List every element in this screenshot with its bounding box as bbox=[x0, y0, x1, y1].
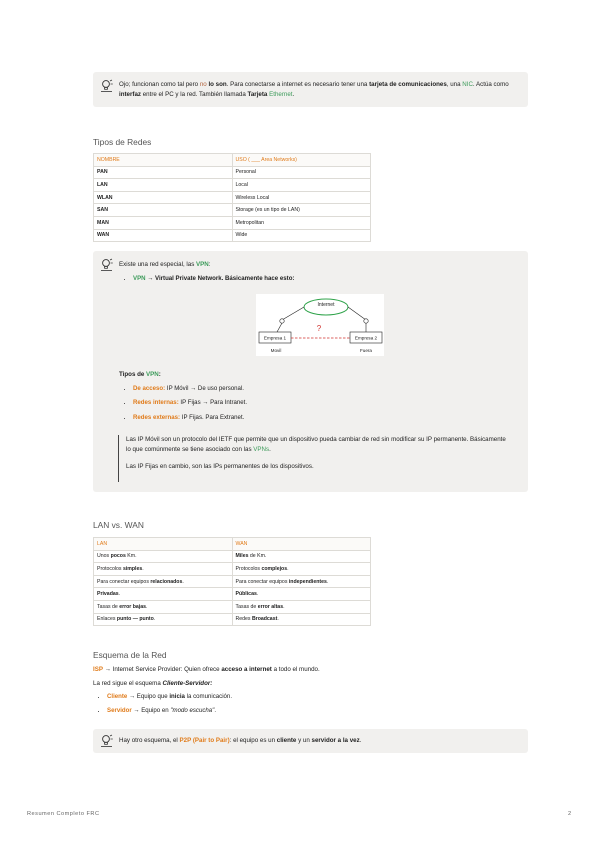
left-box-label: Empresa 1 bbox=[263, 335, 287, 341]
table-row bbox=[94, 563, 371, 576]
table-cell: Unos pocos Km. bbox=[94, 550, 233, 563]
p2p-callout bbox=[93, 729, 528, 753]
table-header: WAN bbox=[232, 538, 371, 551]
table-cell: Redes Broadcast. bbox=[232, 613, 371, 626]
table-cell: Tasas de error altas. bbox=[232, 600, 371, 613]
section-heading-lan-wan: LAN vs. WAN bbox=[93, 520, 144, 530]
table-row bbox=[94, 600, 371, 613]
table-row bbox=[94, 588, 371, 601]
tipos-vpn-list bbox=[121, 382, 247, 425]
table-row bbox=[94, 550, 371, 563]
section-heading-tipos-redes: Tipos de Redes bbox=[93, 137, 152, 147]
section-heading-esquema: Esquema de la Red bbox=[93, 650, 167, 660]
right-node bbox=[364, 319, 368, 323]
question-mark: ? bbox=[316, 324, 322, 333]
left-node bbox=[280, 319, 284, 323]
table-cell: Metropolitan bbox=[232, 216, 371, 229]
table-cell: Enlaces punto — punto. bbox=[94, 613, 233, 626]
isp-line: ISP → Internet Service Provider: Quien ofrece acceso a internet a todo el mundo. bbox=[93, 666, 320, 673]
table-header-row bbox=[94, 154, 371, 167]
table-row bbox=[94, 229, 371, 242]
right-caption: Fuera bbox=[359, 348, 373, 353]
table-cell: PAN bbox=[94, 166, 233, 179]
table-cell: WLAN bbox=[94, 191, 233, 204]
table-cell: Públicas. bbox=[232, 588, 371, 601]
table-cell: Para conectar equipos independientes. bbox=[232, 575, 371, 588]
table-cell: Storage (es un tipo de LAN) bbox=[232, 204, 371, 217]
table-cell: LAN bbox=[94, 179, 233, 192]
quote-paragraph: Las IP Fijas en cambio, son las IPs permanentes de los dispositivos. bbox=[126, 463, 314, 470]
list-item: • Servidor → Equipo en "modo escucha". bbox=[107, 704, 542, 718]
table-cell: Para conectar equipos relacionados. bbox=[94, 575, 233, 588]
table-header: LAN bbox=[94, 538, 233, 551]
ip-quote-block bbox=[118, 435, 506, 482]
table-cell: MAN bbox=[94, 216, 233, 229]
internet-label: Internet bbox=[317, 302, 335, 308]
table-row bbox=[94, 191, 371, 204]
table-row bbox=[94, 216, 371, 229]
cliente-servidor-line: La red sigue el esquema Cliente-Servidor: bbox=[93, 680, 213, 687]
left-caption: Movil bbox=[270, 348, 282, 353]
list-item: • De acceso: IP Móvil → De uso personal. bbox=[133, 382, 247, 396]
page-number: 2 bbox=[568, 811, 572, 817]
nic-note-callout bbox=[93, 72, 528, 107]
tipos-redes-table bbox=[93, 153, 371, 242]
lightbulb-icon bbox=[100, 258, 114, 272]
nic-note-text: Ojo; funcionan como tal pero no lo son. Para conectarse a internet es necesario tener una tarjeta de comunicaciones, una NIC. Actúa como interfaz entre el PC y la red. También llamada Tarjeta Ethernet. bbox=[119, 81, 509, 98]
table-row bbox=[94, 613, 371, 626]
vpn-bullet-list bbox=[121, 272, 294, 286]
vpn-diagram bbox=[256, 294, 384, 356]
table-cell: Wide bbox=[232, 229, 371, 242]
tipos-vpn-heading: Tipos de VPN: bbox=[119, 371, 161, 378]
esquema-list bbox=[95, 690, 542, 719]
table-cell: WAN bbox=[94, 229, 233, 242]
list-item: • Redes internas: IP Fijas → Para Intranet. bbox=[133, 396, 247, 410]
vpn-intro: Existe una red especial, las VPN: bbox=[119, 261, 211, 268]
footer-title: Resumen Completo FRC bbox=[27, 811, 100, 817]
table-row bbox=[94, 179, 371, 192]
table-header-row bbox=[94, 538, 371, 551]
table-row bbox=[94, 204, 371, 217]
table-cell: Local bbox=[232, 179, 371, 192]
lan-wan-table bbox=[93, 537, 371, 626]
table-cell: Personal bbox=[232, 166, 371, 179]
table-cell: Privadas. bbox=[94, 588, 233, 601]
table-cell: Wireless Local bbox=[232, 191, 371, 204]
right-box-label: Empresa 2 bbox=[354, 335, 378, 341]
lightbulb-icon bbox=[100, 79, 114, 93]
table-cell: Tasas de error bajas. bbox=[94, 600, 233, 613]
table-cell: Protocolos simples. bbox=[94, 563, 233, 576]
table-cell: SAN bbox=[94, 204, 233, 217]
p2p-text: Hay otro esquema, el P2P (Pair to Pair): el equipo es un cliente y un servidor a la vez. bbox=[119, 737, 362, 744]
table-row bbox=[94, 166, 371, 179]
table-cell: Protocolos complejos. bbox=[232, 563, 371, 576]
table-cell: Miles de Km. bbox=[232, 550, 371, 563]
list-item: • Redes externas: IP Fijas. Para Extranet. bbox=[133, 411, 247, 425]
list-item: • VPN → Virtual Private Network. Básicamente hace esto: bbox=[133, 272, 294, 286]
quote-paragraph: Las IP Móvil son un protocolo del IETF que permite que un dispositivo pueda cambiar de red sin modificar su IP permanente. Básicamente lo que comúnmente se tiene asociado con las VPNs. bbox=[126, 436, 506, 453]
table-row bbox=[94, 575, 371, 588]
lightbulb-icon bbox=[100, 734, 114, 748]
table-header: USO ( ___ Area Networks) bbox=[232, 154, 371, 167]
list-item: • Cliente → Equipo que inicia la comunicación. bbox=[107, 690, 542, 704]
table-header: NOMBRE bbox=[94, 154, 233, 167]
